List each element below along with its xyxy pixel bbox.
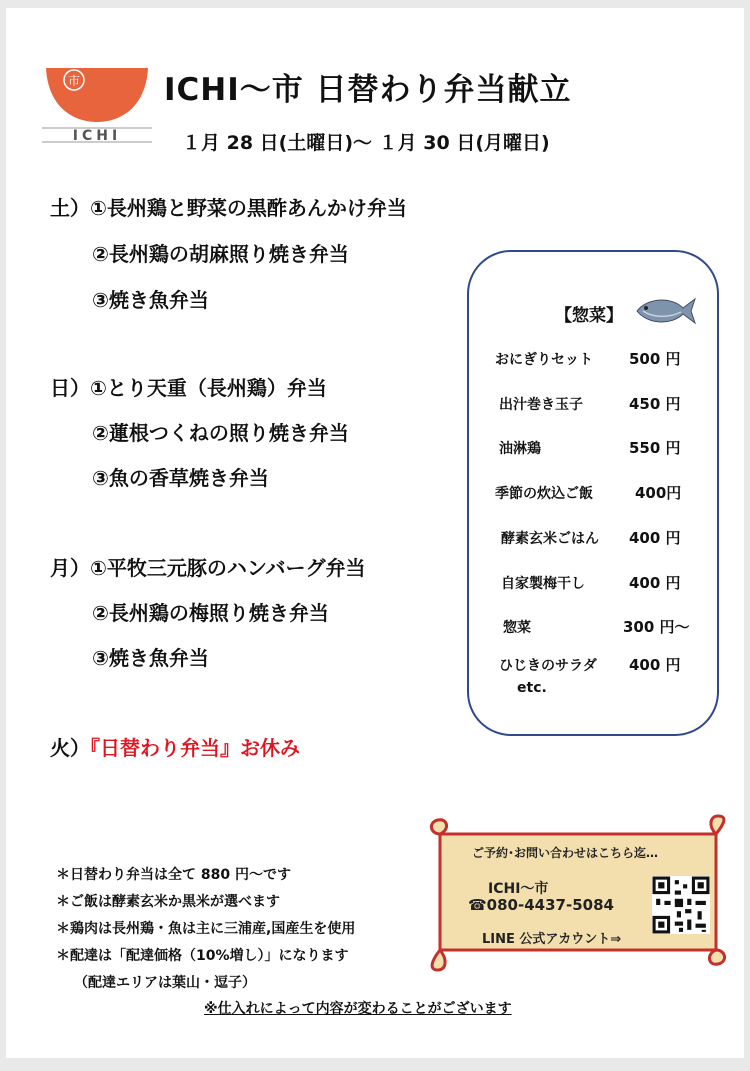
menu-item: 月）①平牧三元豚のハンバーグ弁当 — [50, 556, 366, 580]
menu-sheet — [6, 8, 744, 1058]
fish-icon — [633, 294, 699, 328]
contact-scroll — [426, 814, 730, 976]
line-account-link[interactable]: LINE 公式アカウント⇒ — [482, 932, 622, 947]
sozai-item-name: ひじきのサラダ — [499, 658, 597, 674]
logo-kanji: 市 — [67, 74, 81, 88]
bowl-logo-icon — [42, 56, 152, 156]
sozai-title: 【惣菜】 — [555, 306, 623, 326]
date-range: １月 28 日(土曜日)〜 １月 30 日(月曜日) — [182, 132, 550, 154]
sozai-item-price: 300 円〜 — [623, 618, 690, 636]
sozai-item-name: 酵素玄米ごはん — [501, 531, 599, 547]
menu-item: 日）①とり天重（長州鶏）弁当 — [50, 376, 327, 400]
closed-text: 『日替わり弁当』お休み — [90, 736, 300, 760]
sozai-item-price: 550 円 — [629, 439, 681, 457]
note-line: ＊ご飯は酵素玄米か黒米が選べます — [56, 894, 280, 910]
sozai-item-price: 450 円 — [629, 395, 681, 413]
sozai-item-price: 400 円 — [629, 574, 681, 592]
sozai-item-name: 惣菜 — [503, 620, 531, 636]
sozai-item-name: 季節の炊込ご飯 — [495, 486, 593, 502]
logo-text: ICHI — [72, 128, 122, 144]
sozai-etc: etc. — [517, 680, 547, 696]
day-label-mon: 月） — [50, 556, 90, 580]
sozai-item-price: 500 円 — [629, 350, 681, 368]
closed-notice — [50, 732, 300, 761]
note-line: ＊日替わり弁当は全て 880 円〜です — [56, 867, 291, 883]
note-line: ＊鶏肉は長州鶏・魚は主に三浦産,国産生を使用 — [56, 921, 356, 937]
sozai-item-price: 400 円 — [629, 529, 681, 547]
notes — [56, 864, 355, 999]
day-label-sat: 土） — [50, 196, 90, 220]
sozai-item-price: 400 円 — [629, 656, 681, 674]
day-label-sun: 日） — [50, 376, 90, 400]
contact-intro: ご予約･お問い合わせはこちら迄… — [472, 846, 659, 860]
sozai-panel — [467, 250, 719, 736]
contact-phone: ☎080-4437-5084 — [468, 896, 614, 914]
day-label-tue: 火） — [50, 736, 90, 760]
menu-item: ②長州鶏の梅照り焼き弁当 — [92, 601, 329, 625]
note-line: （配達エリアは葉山・逗子） — [74, 975, 256, 991]
sozai-item-price: 400円 — [635, 484, 682, 502]
menu-item: ③焼き魚弁当 — [92, 646, 209, 670]
disclaimer: ※仕入れによって内容が変わることがございます — [204, 1001, 512, 1017]
menu-item: 土）①長州鶏と野菜の黒酢あんかけ弁当 — [50, 196, 407, 220]
menu-item: ③魚の香草焼き弁当 — [92, 466, 269, 490]
menu-item: ③焼き魚弁当 — [92, 288, 209, 312]
sozai-item-name: 油淋鶏 — [499, 441, 541, 457]
sozai-item-name: おにぎりセット — [495, 352, 593, 368]
menu-item: ②長州鶏の胡麻照り焼き弁当 — [92, 242, 349, 266]
sozai-item-name: 出汁巻き玉子 — [499, 397, 583, 413]
page-title: ICHI〜市 日替わり弁当献立 — [164, 72, 572, 108]
menu-item: ②蓮根つくねの照り焼き弁当 — [92, 421, 349, 445]
qr-code-icon[interactable] — [652, 876, 710, 934]
note-line: ＊配達は「配達価格（10%増し）」になります — [56, 948, 349, 964]
contact-name: ICHI〜市 — [488, 881, 549, 897]
sozai-item-name: 自家製梅干し — [501, 576, 585, 592]
